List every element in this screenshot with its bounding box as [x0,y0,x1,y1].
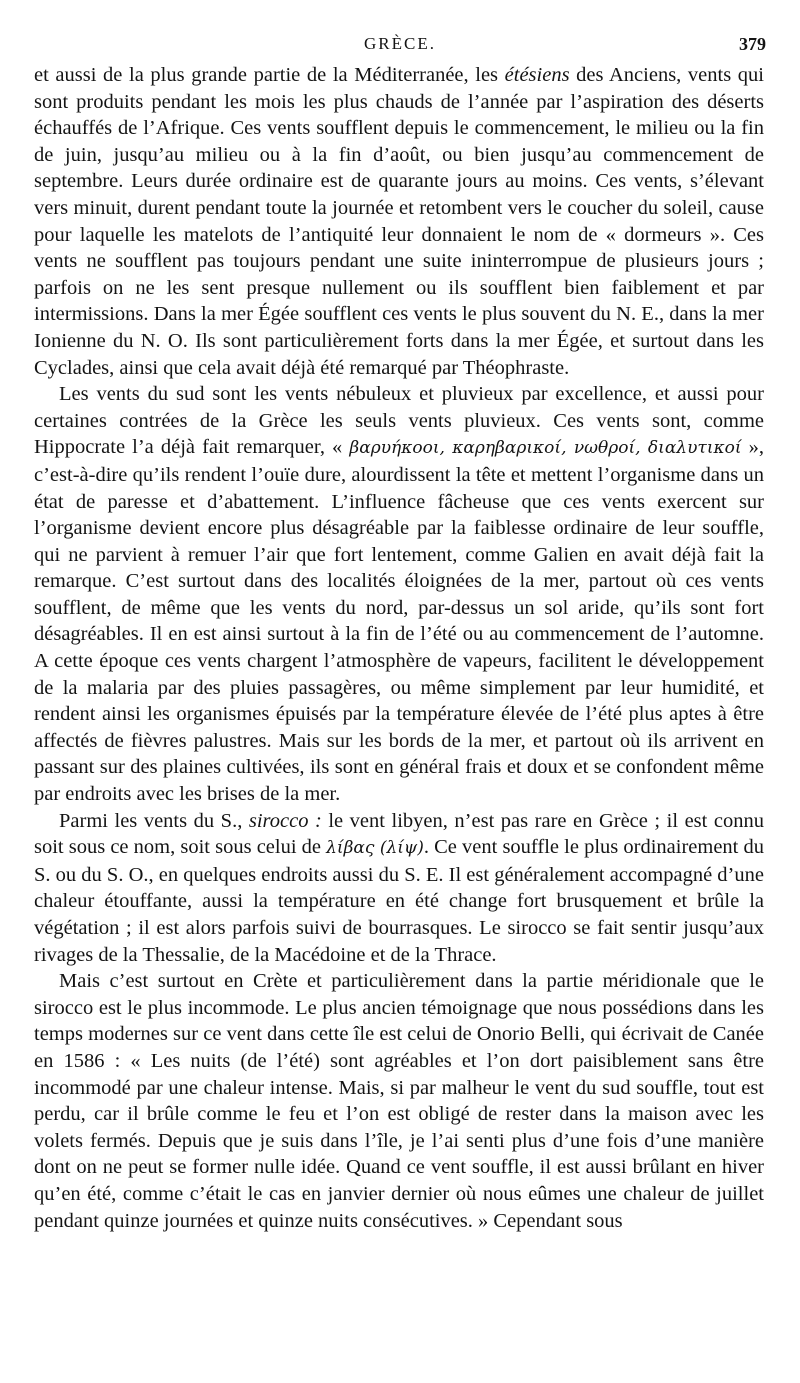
italic-term-etesiens: étésiens [504,64,570,86]
running-title: GRÈCE. [364,34,436,53]
text-run: des Anciens, vents qui sont produits pendant les mois les plus chauds de l’année par l’aspiration des déserts échauffés de l’Afrique. Ces vents soufflent depuis le commencement, le milieu ou la fin de juin, jusqu’au milieu ou à la fin d’août, ou bien jusqu’au commencement de septembre. Leurs durée ordinaire est de quarante jours au moins. Ces vents, s’élevant vers minuit, durent pendant toute la journée et retombent vers le coucher du soleil, cause pour laquelle les matelots de l’antiquité leur donnaient le nom de « dormeurs ». Ces vents ne soufflent pas toujours pendant une suite ininterrompue de plusieurs jours ; parfois on ne les sent presque nullement ou ils soufflent bien faiblement et par intermissions. Dans la mer Égée soufflent ces vents le plus souvent du N. E., dans la mer Ionienne du N. O. Ils sont particulièrement forts dans la mer Égée, et surtout dans les Cyclades, ainsi que cela avait déjà été remarqué par Théophraste. [34,64,764,379]
text-run: Parmi les vents du S., [59,809,249,832]
greek-term-libas: λίβας (λίψ) [326,838,424,859]
italic-term-sirocco: sirocco : [248,809,322,832]
paragraph-south-winds [34,381,764,808]
text-run: Les vents du sud sont les vents nébuleux et pluvieux par excellence, et aussi pour certaines contrées de la Grèce les seuls vents pluvieux. Ces vents sont, comme Hippocrate l’a déjà fait remarquer, « [34,383,764,459]
page-header [34,34,766,58]
page-number: 379 [739,34,766,54]
paragraph-sirocco [34,808,764,969]
paragraph-etesian-winds [34,62,764,381]
text-run: Mais c’est surtout en Crète et particulièrement dans la partie méridionale que le sirocco est le plus incommode. Le plus ancien témoignage que nous possédions dans les temps modernes sur ce vent dans cette île est celui de Onorio Belli, qui écrivait de Canée en 1586 : « Les nuits (de l’été) sont agréables et l’on dort paisiblement sans être incommodé par une chaleur intense. Mais, si par malheur le vent du sud souffle, tout est perdu, car il brûle comme le feu et l’on est obligé de rester dans la maison avec les volets fermés. Depuis que je suis dans l’île, je l’ai senti plus d’une fois d’une manière dont on ne peut se former nulle idée. Quand ce vent souffle, il est aussi brûlant en hiver qu’en été, comme c’était le cas en janvier dernier où nous eûmes une chaleur de juillet pendant quinze journées et quinze nuits consécutives. » Cependant sous [34,970,764,1232]
paragraph-crete [34,968,764,1234]
text-run: . Ce vent souffle le plus ordinairement du S. ou du S. O., en quelques endroits aussi du S. E. Il est généralement accompagné d’une chaleur étouffante, aussi la température en été change fort brusquement et brûle la végétation ; il est alors parfois suivi de bourrasques. Le sirocco se fait sentir jusqu’aux rivages de la Thessalie, de la Macédoine et de la Thrace. [34,836,764,966]
body-text [34,62,764,1234]
text-run: », c’est-à-dire qu’ils rendent l’ouïe dure, alourdissent la tête et mettent l’organisme dans un état de paresse et d’abattement. L’influence fâcheuse que ces vents exercent sur l’organisme devient encore plus désagréable par la faiblesse ordinaire de leur souffle, qui ne parvient à remuer l’air que fort lentement, comme Galien en avait déjà fait la remarque. C’est surtout dans des localités éloignées de la mer, partout où ces vents soufflent, de même que les vents du nord, par-dessus un sol aride, qu’ils sont fort désagréables. Il en est ainsi surtout à la fin de l’été ou au commencement de l’automne. A cette époque ces vents chargent l’atmosphère de vapeurs, facilitent le développement de la malaria par des pluies passagères, ou même simplement par leur humidité, et rendent ainsi les organismes épuisés par la température élevée de l’été plus aptes à être affectés de fièvres palustres. Mais sur les bords de la mer, et partout où ils arrivent en passant sur des plaines cultivées, ils sont en général frais et doux et se confondent même par endroits avec les brises de la mer. [34,436,764,806]
greek-quote-hippocrates: βαρυήκοοι, καρηβαρικοί, νωθροί, διαλυτικοί [349,438,742,459]
text-run: le vent libyen, n’est pas rare en Grèce ; il est connu soit sous ce nom, soit sous celui de [34,809,764,859]
text-run: et aussi de la plus grande partie de la Méditerranée, les [34,64,505,86]
